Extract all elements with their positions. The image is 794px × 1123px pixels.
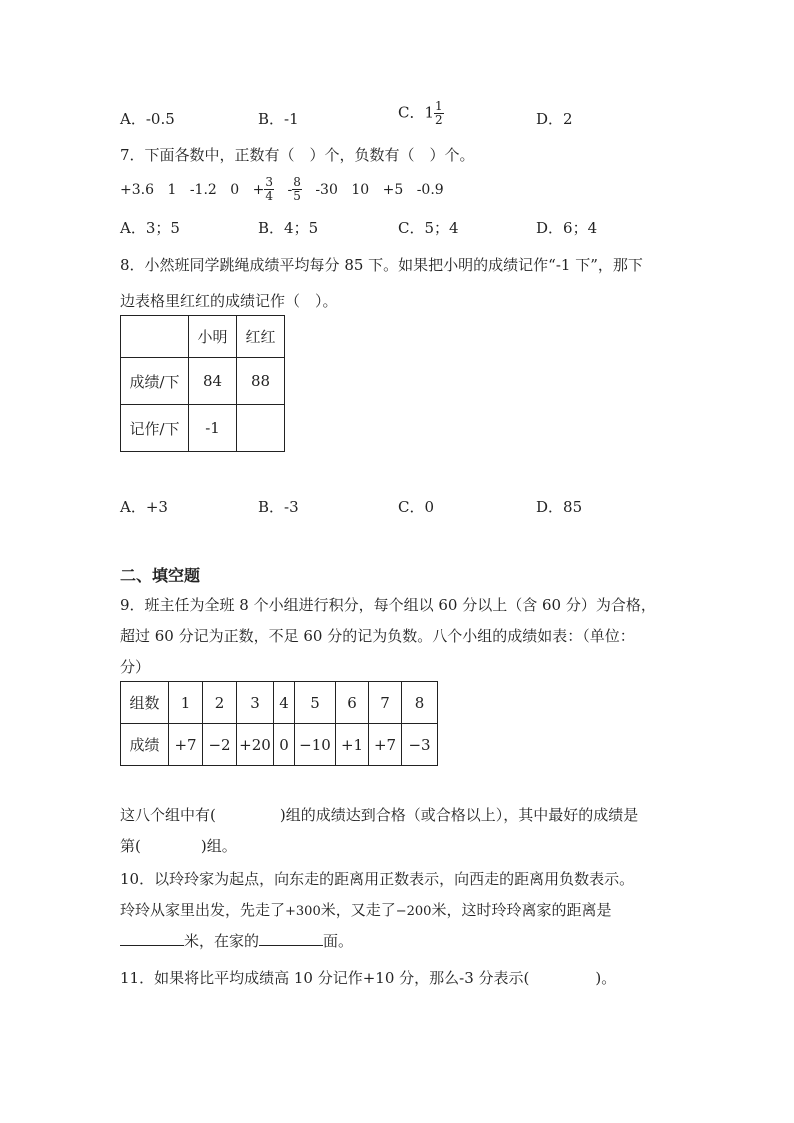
text-segment: )组的成绩达到合格（或合格以上），其中最好的成绩是 (279, 806, 639, 824)
fraction-denominator: 5 (293, 189, 301, 203)
q9-stem-line1: 9．班主任为全班 8 个小组进行积分，每个组以 60 分以上（含 60 分）为合格， (120, 596, 656, 614)
option-letter: C． (398, 498, 425, 516)
table-header: 小明 (189, 316, 237, 358)
q8-stem-line1: 8．小然班同学跳绳成绩平均每分 85 下。如果把小明的成绩记作“-1 下”，那下 (120, 256, 643, 274)
mixed-number-whole: 1 (424, 103, 435, 122)
table-cell: 1 (169, 682, 203, 724)
q7-option-a (120, 217, 180, 238)
q8-stem-line2: 边表格里红红的成绩记作（ ）。 (120, 292, 338, 310)
row-label: 成绩 (121, 724, 169, 766)
fraction-numerator: 1 (435, 99, 443, 113)
option-value: +3 (145, 498, 168, 516)
sign: - (287, 181, 293, 198)
sign: + (252, 181, 265, 198)
option-letter: B． (258, 498, 285, 516)
option-letter: B． (258, 219, 285, 237)
text-segment: )。 (595, 969, 617, 987)
fraction-denominator: 4 (265, 189, 274, 203)
q9-answer-line2 (120, 835, 237, 856)
option-value: 0 (424, 498, 435, 516)
table-cell: −2 (203, 724, 237, 766)
option-letter: A． (120, 110, 146, 128)
option-letter: D． (536, 110, 564, 128)
q6-option-d (536, 108, 573, 129)
number-item: 1 (167, 181, 177, 198)
option-value: 3；5 (145, 219, 180, 237)
table-cell: 84 (189, 358, 237, 405)
option-value: 85 (563, 498, 583, 516)
q9-answer-line1 (120, 804, 638, 825)
row-label: 组数 (121, 682, 169, 724)
fraction-numerator: 8 (293, 175, 301, 189)
text-segment: 这八个组中有( (120, 806, 216, 824)
option-letter: A． (120, 498, 146, 516)
fraction-item (287, 175, 301, 203)
text-segment: 第( (120, 837, 141, 855)
option-value: -0.5 (145, 110, 175, 128)
table-cell: 4 (274, 682, 295, 724)
table-cell: 88 (237, 358, 285, 405)
fraction (434, 100, 444, 127)
option-value: -3 (284, 498, 299, 516)
option-value: 4；5 (284, 219, 319, 237)
table-cell: 7 (369, 682, 402, 724)
table-cell: +7 (169, 724, 203, 766)
answer-blank[interactable] (259, 930, 323, 946)
number-item: +5 (382, 181, 404, 198)
number-item: +3.6 (120, 181, 154, 198)
table-cell: 8 (402, 682, 438, 724)
q7-option-d (536, 217, 597, 238)
number-value: +300 (285, 904, 321, 919)
q11-stem (120, 967, 616, 988)
option-value: 5；4 (424, 219, 459, 237)
option-letter: D． (536, 498, 564, 516)
table-cell: 5 (295, 682, 336, 724)
number-item: -0.9 (416, 181, 444, 198)
q7-option-b (258, 217, 318, 238)
number-value: −200 (395, 904, 432, 919)
q8-table (120, 315, 285, 452)
answer-blank[interactable] (120, 930, 184, 946)
table-header: 红红 (237, 316, 285, 358)
option-letter: A． (120, 219, 146, 237)
option-letter: B． (258, 110, 285, 128)
number-item: 0 (230, 181, 240, 198)
q6-option-c (398, 100, 444, 127)
q7-stem: 7．下面各数中，正数有（ ）个，负数有（ ）个。 (120, 146, 475, 164)
option-value: 6；4 (563, 219, 598, 237)
q9-table (120, 681, 438, 766)
q7-number-list (120, 176, 453, 203)
q8-option-d (536, 496, 582, 517)
table-cell: −3 (402, 724, 438, 766)
table-cell: 0 (274, 724, 295, 766)
table-cell (237, 405, 285, 452)
q7-option-c (398, 217, 459, 238)
text-segment: 米，又走了 (320, 901, 396, 919)
table-cell: −10 (295, 724, 336, 766)
option-letter: D． (536, 219, 564, 237)
text-segment: 面。 (323, 932, 354, 950)
q8-option-b (258, 496, 299, 517)
fraction-denominator: 2 (435, 113, 443, 127)
q8-option-a (120, 496, 168, 517)
q6-option-b (258, 108, 299, 129)
fraction-item (252, 175, 274, 203)
row-label: 记作/下 (121, 405, 189, 452)
q6-option-a (120, 108, 175, 129)
q8-option-c (398, 496, 434, 517)
table-cell: +1 (336, 724, 369, 766)
option-value: 2 (563, 110, 573, 128)
table-cell: +20 (237, 724, 274, 766)
text-segment: )组。 (200, 837, 237, 855)
q9-stem-line3: 分） (120, 658, 151, 676)
q10-stem-line1: 10．以玲玲家为起点，向东走的距离用正数表示，向西走的距离用负数表示。 (120, 870, 635, 888)
table-cell-empty (121, 316, 189, 358)
number-item: 10 (351, 181, 370, 198)
text-segment: 米，在家的 (184, 932, 260, 950)
number-item: -30 (315, 181, 338, 198)
table-cell: -1 (189, 405, 237, 452)
option-value: -1 (284, 110, 299, 128)
q9-stem-line2: 超过 60 分记为正数，不足 60 分的记为负数。八个小组的成绩如表：（单位： (120, 627, 635, 645)
number-item: -1.2 (189, 181, 217, 198)
text-segment: 11．如果将比平均成绩高 10 分记作+10 分，那么-3 分表示( (120, 969, 530, 987)
text-segment: 米，这时玲玲离家的距离是 (431, 901, 612, 919)
section-title: 二、填空题 (120, 566, 201, 585)
table-cell: 2 (203, 682, 237, 724)
q10-stem-line2 (120, 899, 611, 920)
row-label: 成绩/下 (121, 358, 189, 405)
option-letter: C． (398, 103, 425, 122)
table-cell: +7 (369, 724, 402, 766)
fraction-numerator: 3 (265, 175, 274, 189)
option-letter: C． (398, 219, 425, 237)
table-cell: 6 (336, 682, 369, 724)
q10-stem-line3 (120, 930, 353, 951)
text-segment: 玲玲从家里出发，先走了 (120, 901, 286, 919)
table-cell: 3 (237, 682, 274, 724)
